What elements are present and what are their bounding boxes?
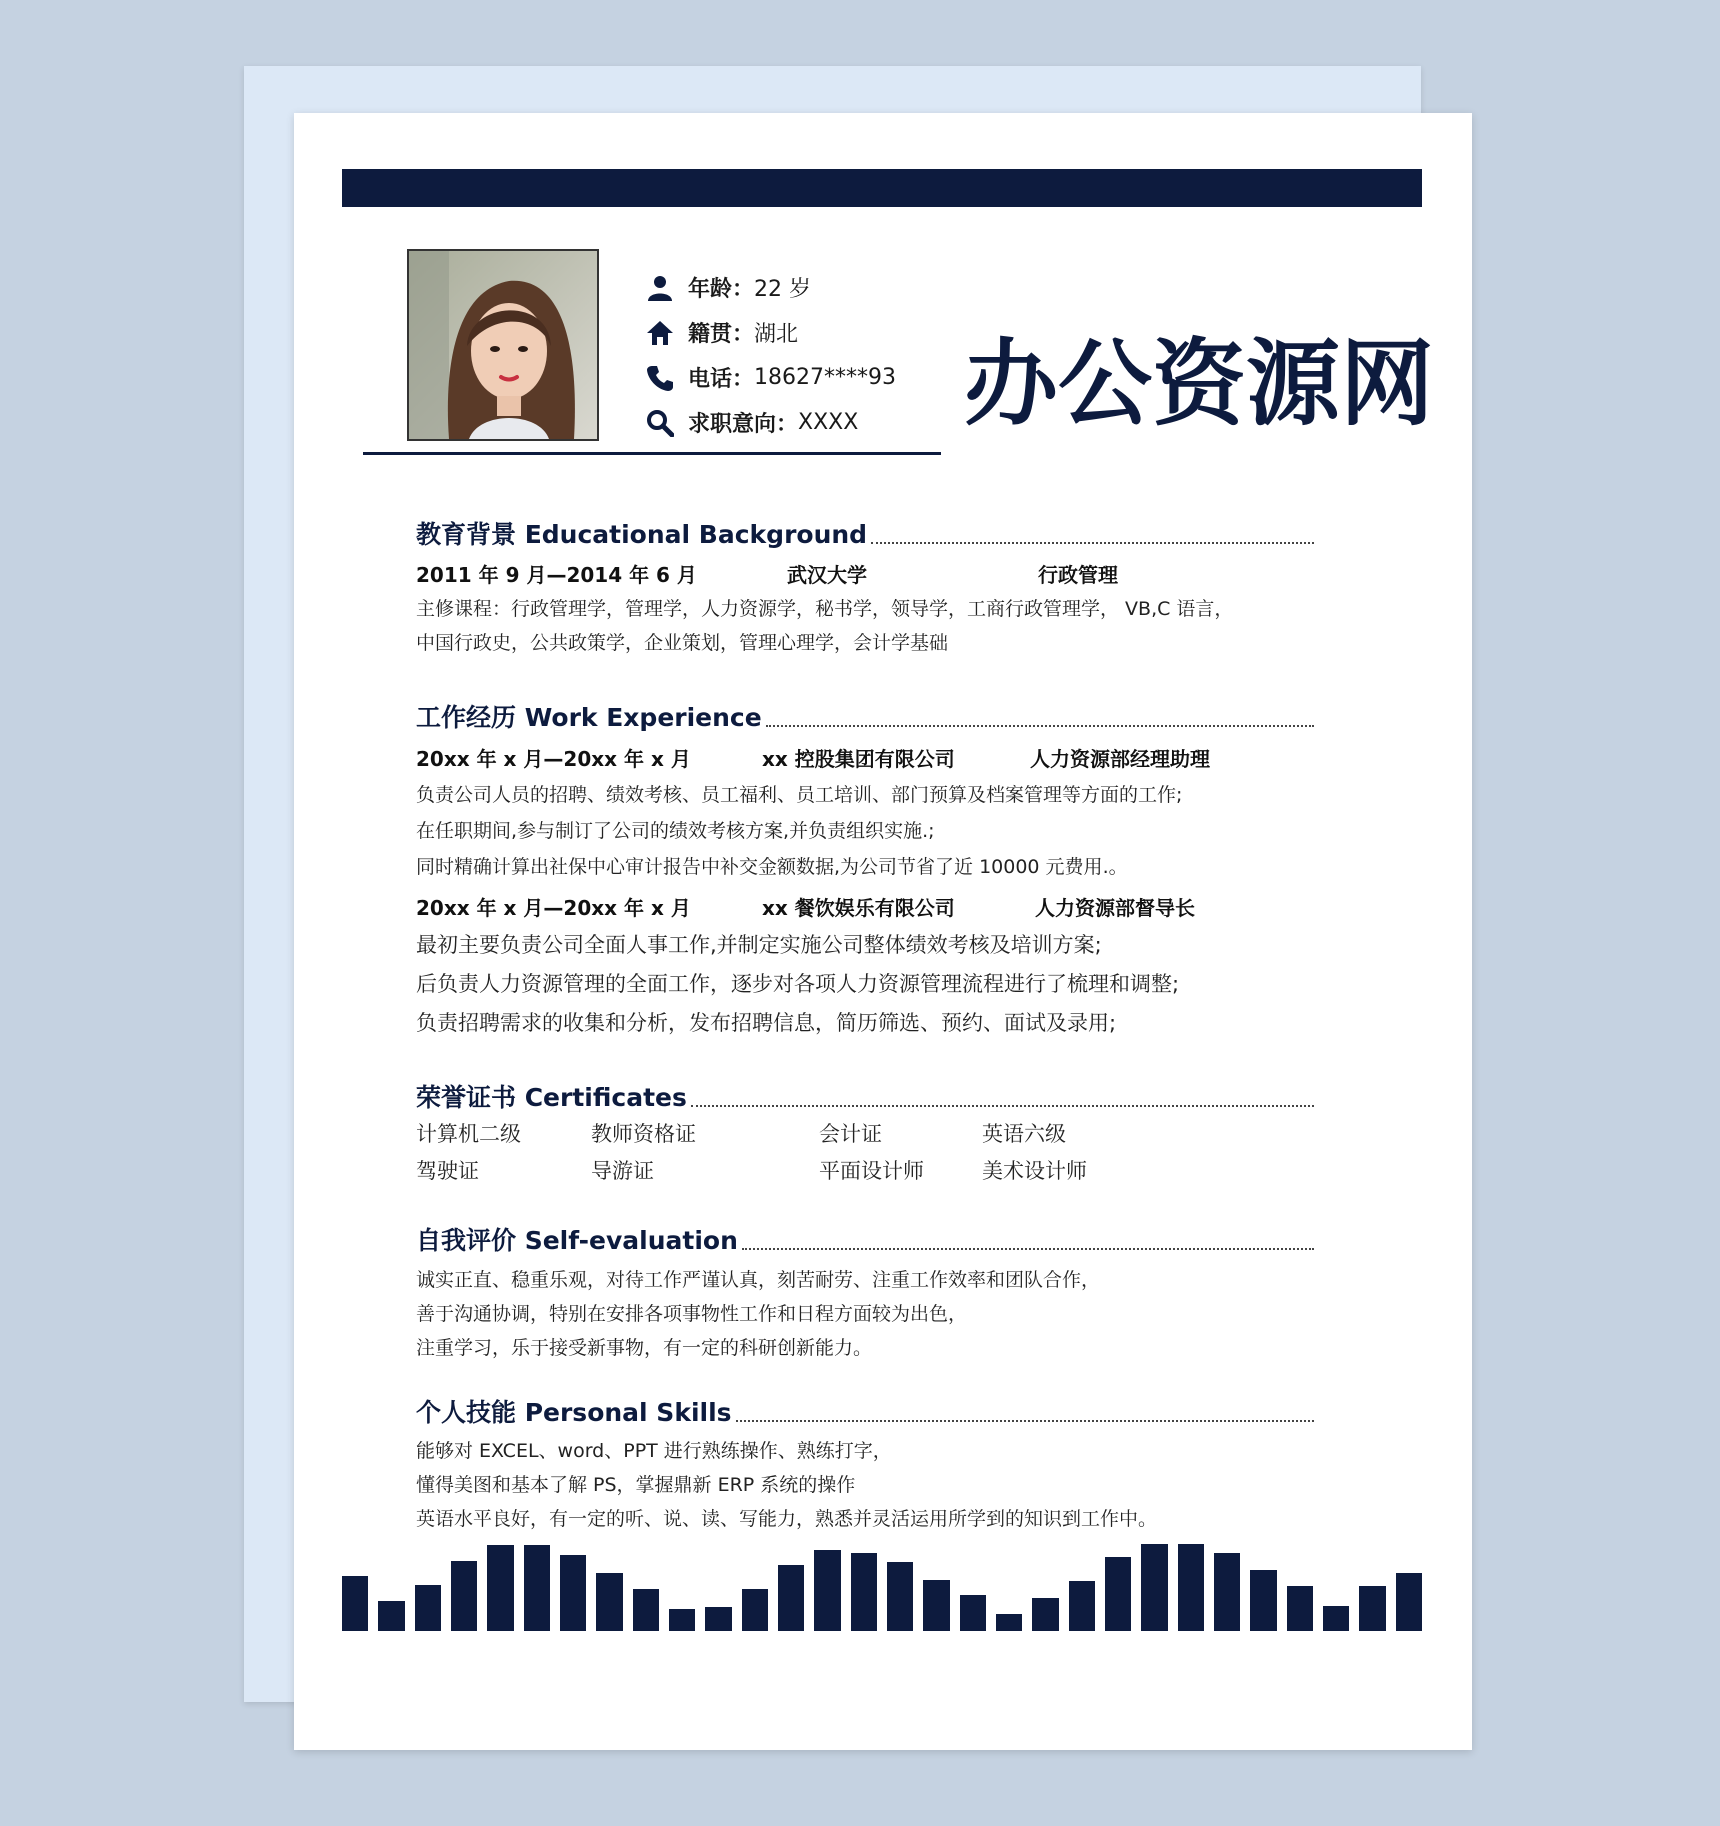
decor-bar <box>1214 1553 1240 1631</box>
job-period: 20xx 年 x 月—20xx 年 x 月 <box>416 896 691 920</box>
job-position: 人力资源部经理助理 <box>1030 747 1210 771</box>
education-line: 主修课程：行政管理学，管理学，人力资源学，秘书学，领导学，工商行政管理学， VB,C 语言， <box>416 598 1234 620</box>
certificate-item: 计算机二级 <box>416 1122 521 1146</box>
decor-bar <box>814 1550 840 1631</box>
certificate-item: 平面设计师 <box>819 1159 924 1183</box>
decor-bar <box>887 1562 913 1631</box>
decor-bar <box>960 1595 986 1631</box>
job-line: 后负责人力资源管理的全面工作，逐步对各项人力资源管理流程进行了梳理和调整; <box>416 972 1180 996</box>
decor-bar <box>633 1589 659 1631</box>
decor-bar <box>996 1614 1022 1631</box>
age-value: 22 岁 <box>754 277 812 302</box>
job-company: xx 餐饮娱乐有限公司 <box>762 896 955 920</box>
decor-bar <box>1032 1598 1058 1631</box>
job-line: 负责招聘需求的收集和分析，发布招聘信息，简历筛选、预约、面试及录用; <box>416 1011 1117 1035</box>
section-work-header <box>416 698 1314 734</box>
decor-bar <box>378 1601 404 1631</box>
education-title: 教育背景 Educational Background <box>416 520 868 549</box>
basic-info <box>646 265 896 445</box>
decor-bar <box>705 1607 731 1631</box>
skills-line: 能够对 EXCEL、word、PPT 进行熟练操作、熟练打字， <box>416 1440 892 1462</box>
job-line: 最初主要负责公司全面人事工作,并制定实施公司整体绩效考核及培训方案; <box>416 933 1102 957</box>
education-line: 中国行政史，公共政策学，企业策划，管理心理学，会计学基础 <box>416 632 949 654</box>
decor-bar <box>669 1609 695 1631</box>
job-position: 人力资源部督导长 <box>1035 896 1195 920</box>
section-skills-header <box>416 1393 1314 1429</box>
info-intent <box>646 400 896 445</box>
job-line: 负责公司人员的招聘、绩效考核、员工福利、员工培训、部门预算及档案管理等方面的工作; <box>416 784 1183 806</box>
decor-bar <box>1287 1586 1313 1631</box>
job-company: xx 控股集团有限公司 <box>762 747 955 771</box>
person-icon <box>646 274 674 302</box>
profile-photo <box>407 249 599 441</box>
intent-value: XXXX <box>798 410 859 435</box>
certificate-item: 教师资格证 <box>591 1122 696 1146</box>
decorative-bar-strip <box>342 1543 1422 1631</box>
home-icon <box>646 319 674 347</box>
certificate-item: 美术设计师 <box>982 1159 1087 1183</box>
decor-bar <box>1323 1606 1349 1631</box>
certificates-title: 荣誉证书 Certificates <box>416 1083 687 1112</box>
info-age <box>646 265 896 310</box>
top-banner-bar <box>342 169 1422 207</box>
hometown-value: 湖北 <box>754 322 799 347</box>
search-icon <box>646 409 674 437</box>
phone-icon <box>646 364 674 392</box>
work-title: 工作经历 Work Experience <box>416 703 762 732</box>
education-major: 行政管理 <box>1038 563 1118 587</box>
section-education-header <box>416 515 1314 551</box>
job-line: 在任职期间,参与制订了公司的绩效考核方案,并负责组织实施.; <box>416 820 935 842</box>
decor-bar <box>1396 1573 1422 1631</box>
decor-bar <box>1141 1544 1167 1631</box>
dotted-divider <box>736 1420 1314 1422</box>
job-period: 20xx 年 x 月—20xx 年 x 月 <box>416 747 691 771</box>
info-phone <box>646 355 896 400</box>
education-school: 武汉大学 <box>787 563 867 587</box>
self-eval-line: 注重学习，乐于接受新事物，有一定的科研创新能力。 <box>416 1337 873 1359</box>
certificate-item: 导游证 <box>591 1159 654 1183</box>
decor-bar <box>596 1573 622 1631</box>
section-certificates-header <box>416 1078 1314 1114</box>
self-eval-title: 自我评价 Self-evaluation <box>416 1226 738 1255</box>
phone-label: 电话： <box>688 367 755 392</box>
dotted-divider <box>766 725 1314 727</box>
decor-bar <box>415 1585 441 1631</box>
skills-line: 英语水平良好，有一定的听、说、读、写能力，熟悉并灵活运用所学到的知识到工作中。 <box>416 1508 1158 1530</box>
decor-bar <box>778 1565 804 1631</box>
dotted-divider <box>691 1105 1314 1107</box>
dotted-divider <box>742 1248 1314 1250</box>
self-eval-line: 诚实正直、稳重乐观，对待工作严谨认真，刻苦耐劳、注重工作效率和团队合作， <box>416 1269 1101 1291</box>
certificate-item: 英语六级 <box>982 1122 1066 1146</box>
intent-label: 求职意向： <box>688 412 799 437</box>
certificate-item: 会计证 <box>819 1122 882 1146</box>
info-hometown <box>646 310 896 355</box>
decor-bar <box>1069 1581 1095 1631</box>
info-underline <box>363 452 941 455</box>
decor-bar <box>524 1545 550 1631</box>
education-period: 2011 年 9 月—2014 年 6 月 <box>416 563 697 587</box>
certificate-item: 驾驶证 <box>416 1159 479 1183</box>
job-line: 同时精确计算出社保中心审计报告中补交金额数据,为公司节省了近 10000 元费用.。 <box>416 856 1128 878</box>
dotted-divider <box>871 542 1314 544</box>
skills-title: 个人技能 Personal Skills <box>416 1398 732 1427</box>
section-self-eval-header <box>416 1221 1314 1257</box>
skills-line: 懂得美图和基本了解 PS，掌握鼎新 ERP 系统的操作 <box>416 1474 856 1496</box>
decor-bar <box>1359 1586 1385 1631</box>
hometown-label: 籍贯： <box>688 322 755 347</box>
decor-bar <box>1250 1570 1276 1631</box>
decor-bar <box>451 1561 477 1631</box>
decor-bar <box>487 1545 513 1631</box>
age-label: 年龄： <box>688 277 755 302</box>
brand-title: 办公资源网 <box>964 330 1435 439</box>
phone-value: 18627****93 <box>754 365 896 390</box>
decor-bar <box>1178 1544 1204 1631</box>
decor-bar <box>1105 1557 1131 1631</box>
self-eval-line: 善于沟通协调，特别在安排各项事物性工作和日程方面较为出色， <box>416 1303 968 1325</box>
decor-bar <box>342 1576 368 1631</box>
resume-sheet <box>294 113 1472 1750</box>
decor-bar <box>923 1580 949 1631</box>
decor-bar <box>560 1555 586 1631</box>
decor-bar <box>851 1553 877 1631</box>
decor-bar <box>742 1589 768 1631</box>
